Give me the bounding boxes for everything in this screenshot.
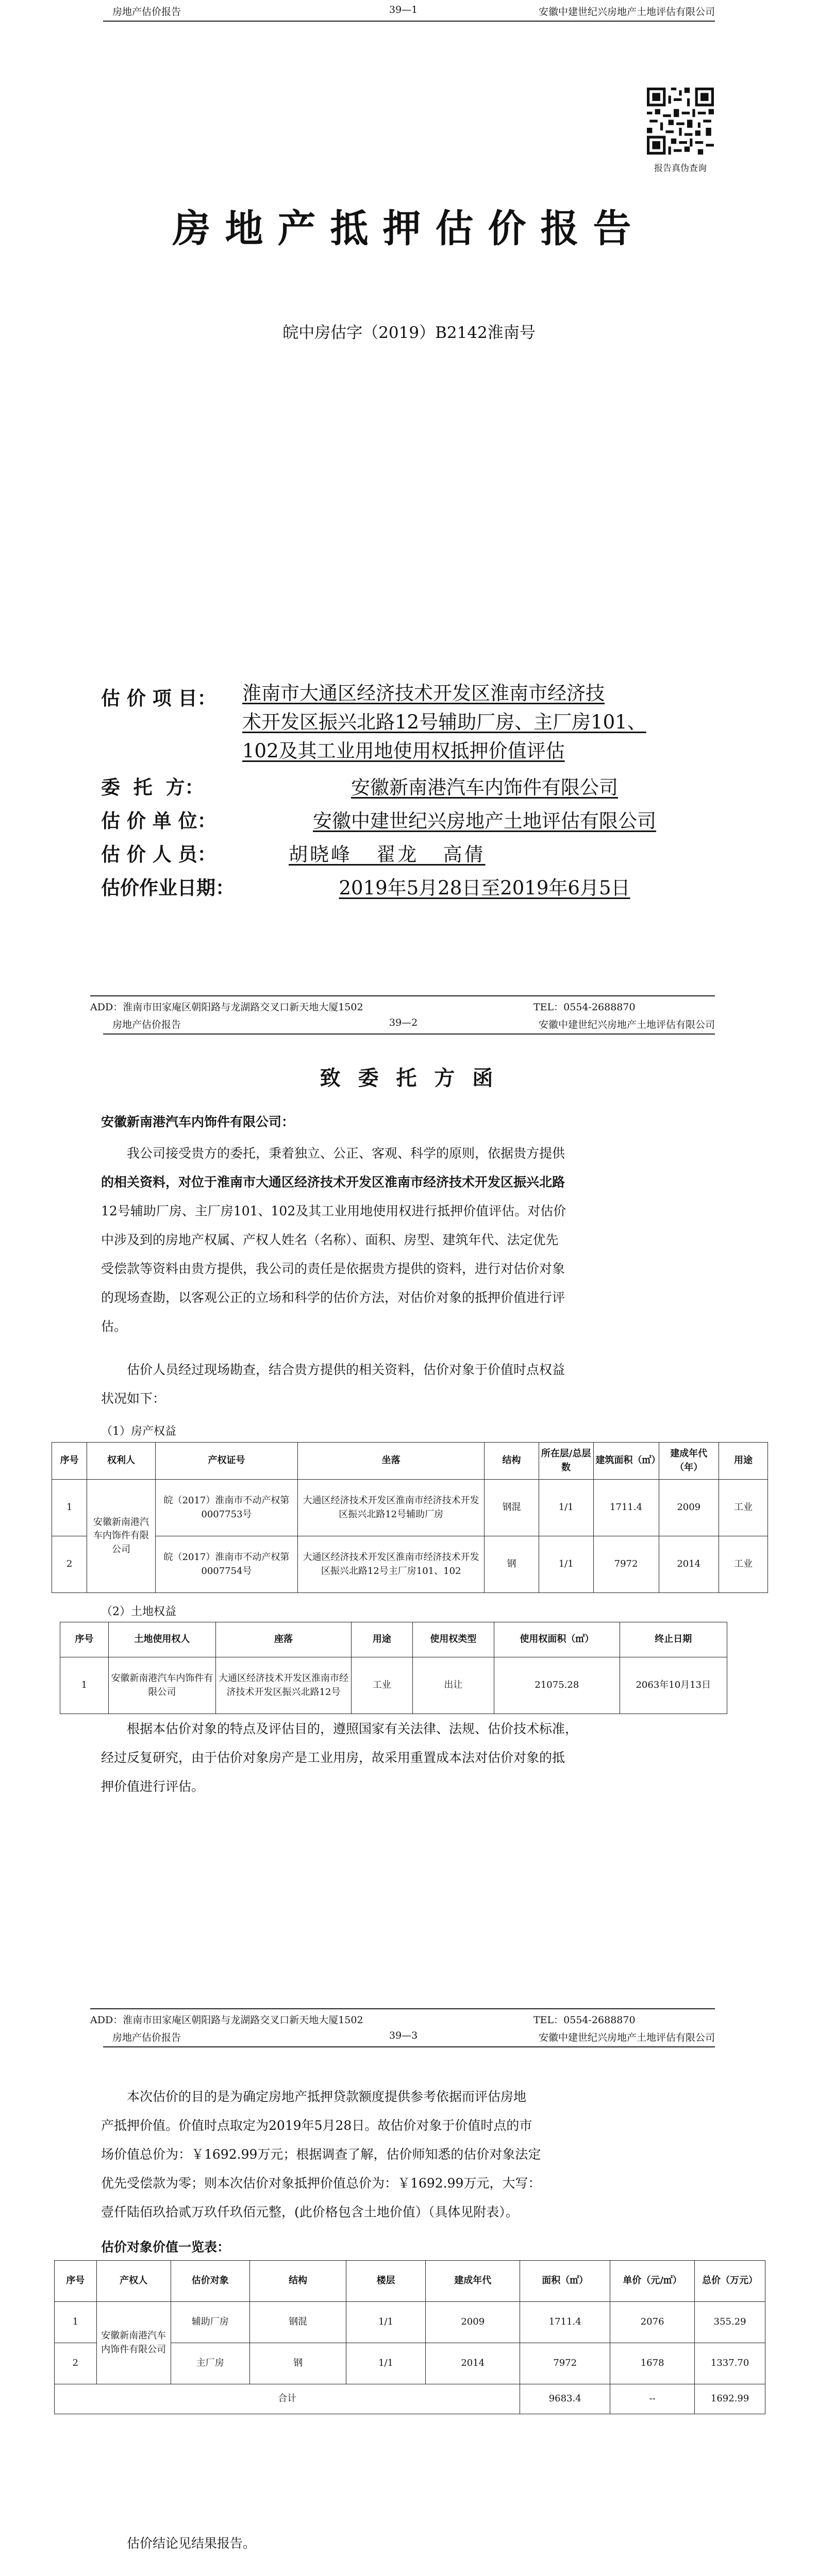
table-row bbox=[52, 1536, 768, 1593]
cell: 1337.70 bbox=[695, 2343, 765, 2384]
staff-value: 胡晓峰 翟龙 高倩 bbox=[289, 843, 486, 866]
cell: 2 bbox=[52, 1536, 87, 1593]
text-line: 优先受偿款为零；则本次估价对象抵押价值总价为：￥1692.99万元，大写： bbox=[101, 2176, 541, 2191]
qr-code-icon[interactable] bbox=[647, 88, 714, 155]
cell: 钢混 bbox=[250, 2302, 346, 2343]
text-line: 估价人员经过现场勘查，结合贵方提供的相关资料，估价对象于价值时点权益 bbox=[127, 1362, 565, 1377]
page-footer bbox=[90, 2008, 715, 2027]
table-sum-row bbox=[55, 2384, 765, 2414]
header-cell: 估价对象 bbox=[171, 2261, 250, 2302]
appraiser-label: 估 价 单 位： bbox=[101, 809, 216, 832]
cell: 2009 bbox=[426, 2302, 520, 2343]
table-header-row bbox=[52, 1443, 768, 1480]
section-house-rights: （1）房产权益 bbox=[101, 1425, 176, 1438]
cell: 1711.4 bbox=[520, 2302, 610, 2343]
land-rights-table bbox=[60, 1622, 727, 1714]
text-line: 估。 bbox=[101, 1319, 127, 1334]
header-cell: 权利人 bbox=[87, 1443, 155, 1480]
footer-address: ADD：淮南市田家庵区朝阳路与龙湖路交叉口新天地大厦1502 bbox=[90, 2014, 363, 2026]
cell: 大通区经济技术开发区淮南市经济技术开发区振兴北路12号主厂房101、102 bbox=[298, 1536, 485, 1593]
header-cell: 楼层 bbox=[346, 2261, 426, 2302]
table-row bbox=[55, 2302, 765, 2343]
cell: 1 bbox=[55, 2302, 97, 2343]
header-cell: 产权证号 bbox=[155, 1443, 298, 1480]
header-cell: 面积（㎡） bbox=[520, 2261, 610, 2302]
house-rights-table bbox=[52, 1442, 768, 1593]
text-line: 经过反复研究，由于估价对象房产是工业用房，故采用重置成本法对估价对象的抵 bbox=[101, 1750, 565, 1765]
cell: 安徽新南港汽车内饰件有限公司 bbox=[108, 1657, 215, 1714]
header-cell: 建筑面积（㎡） bbox=[593, 1443, 659, 1480]
page-footer bbox=[90, 995, 715, 1014]
footer-address: ADD：淮南市田家庵区朝阳路与龙湖路交叉口新天地大厦1502 bbox=[90, 1002, 363, 1013]
cell: 7972 bbox=[520, 2343, 610, 2384]
report-title: 房地产抵押估价报告 bbox=[172, 207, 646, 251]
cell: 2 bbox=[55, 2343, 97, 2384]
header-cell: 终止日期 bbox=[620, 1622, 727, 1657]
header-company: 安徽中建世纪兴房地产土地评估有限公司 bbox=[538, 6, 715, 18]
value-summary-table bbox=[54, 2260, 765, 2414]
cell: 1/1 bbox=[539, 1480, 593, 1536]
cell: 皖（2017）淮南市不动产权第0007753号 bbox=[155, 1480, 298, 1536]
text-line: 状况如下： bbox=[101, 1391, 166, 1406]
table-header-row bbox=[55, 2261, 765, 2302]
cell: 1/1 bbox=[539, 1536, 593, 1593]
header-cell: 序号 bbox=[55, 2261, 97, 2302]
cell: 2009 bbox=[659, 1480, 719, 1536]
header-cell: 座落 bbox=[215, 1622, 351, 1657]
table-row bbox=[60, 1657, 727, 1714]
document-number: 皖中房估字（2019）B2142淮南号 bbox=[282, 324, 536, 342]
period-label: 估价作业日期： bbox=[101, 876, 235, 899]
cell: 工业 bbox=[352, 1657, 413, 1714]
header-page-number: 39—1 bbox=[389, 4, 418, 15]
value-table-title: 估价对象价值一览表： bbox=[101, 2240, 230, 2255]
client-value: 安徽新南港汽车内饰件有限公司 bbox=[351, 776, 618, 799]
page-header bbox=[103, 2026, 715, 2047]
cell: 9683.4 bbox=[520, 2384, 610, 2414]
header-cell: 用途 bbox=[352, 1622, 413, 1657]
cell: 1692.99 bbox=[695, 2384, 765, 2414]
text-line: 场价值总价为：￥1692.99万元；根据调查了解，估价师知悉的估价对象法定 bbox=[101, 2147, 541, 2162]
cell: 钢 bbox=[485, 1536, 539, 1593]
cell: 2076 bbox=[610, 2302, 695, 2343]
cell: 7972 bbox=[593, 1536, 659, 1593]
table-header-row bbox=[60, 1622, 727, 1657]
project-label: 估 价 项 目： bbox=[101, 687, 216, 709]
paragraph-method bbox=[101, 1715, 725, 1801]
footer-tel: TEL：0554-2688870 bbox=[533, 2014, 636, 2026]
text-line: 本次估价的目的是为确定房地产抵押贷款额度提供参考依据而评估房地 bbox=[127, 2089, 527, 2104]
header-cell: 结构 bbox=[250, 2261, 346, 2302]
cell: 工业 bbox=[719, 1536, 767, 1593]
header-company: 安徽中建世纪兴房地产土地评估有限公司 bbox=[538, 2032, 715, 2043]
page-header bbox=[103, 1013, 715, 1035]
text-line: 的现场查勘，以客观公正的立场和科学的估价方法，对估价对象的抵押价值进行评 bbox=[101, 1290, 565, 1305]
text-line: 根据本估价对象的特点及评估目的，遵照国家有关法律、法规、估价技术标准， bbox=[127, 1721, 578, 1736]
text-line: 12号辅助厂房、主厂房101、102及其工业用地使用权进行抵押价值评估。对估价 bbox=[101, 1204, 566, 1218]
cell: 大通区经济技术开发区淮南市经济技术开发区振兴北路12号 bbox=[215, 1657, 351, 1714]
text-line: 的相关资料，对位于淮南市大通区经济技术开发区淮南市经济技术开发区振兴北路 bbox=[101, 1175, 565, 1190]
header-left: 房地产估价报告 bbox=[112, 2032, 181, 2043]
project-value bbox=[242, 679, 727, 766]
cell: 辅助厂房 bbox=[171, 2302, 250, 2343]
header-cell: 用途 bbox=[719, 1443, 767, 1480]
paragraph-valuation bbox=[101, 2082, 725, 2227]
letter-salutation: 安徽新南港汽车内饰件有限公司： bbox=[101, 1114, 295, 1129]
header-cell: 单价（元/㎡） bbox=[610, 2261, 695, 2302]
text-line: 受偿款等资料由贵方提供，我公司的责任是依据贵方提供的资料，进行对估价对象 bbox=[101, 1261, 565, 1276]
cell: 大通区经济技术开发区淮南市经济技术开发区振兴北路12号辅助厂房 bbox=[298, 1480, 485, 1536]
cell: 355.29 bbox=[695, 2302, 765, 2343]
footer-tel: TEL：0554-2688870 bbox=[533, 1002, 636, 1013]
project-line-2: 术开发区振兴北路12号辅助厂房、主厂房101、 bbox=[242, 711, 646, 733]
header-cell: 序号 bbox=[60, 1622, 109, 1657]
cell: 1711.4 bbox=[593, 1480, 659, 1536]
appraiser-value: 安徽中建世纪兴房地产土地评估有限公司 bbox=[313, 810, 656, 832]
letter-page-2 bbox=[0, 2026, 818, 2576]
period-value: 2019年5月28日至2019年6月5日 bbox=[339, 877, 630, 899]
letter-title: 致 委 托 方 函 bbox=[320, 1066, 498, 1090]
header-cell: 使用权面积（㎡） bbox=[494, 1622, 620, 1657]
paragraph-commission bbox=[101, 1139, 725, 1341]
cell: 21075.28 bbox=[494, 1657, 620, 1714]
conclusion-text: 估价结论见结果报告。 bbox=[127, 2536, 256, 2551]
cell: 1678 bbox=[610, 2343, 695, 2384]
cell: 1 bbox=[52, 1480, 87, 1536]
text-line: 壹仟陆佰玖拾贰万玖仟玖佰元整，(此价格包含土地价值）（具体见附表）。 bbox=[101, 2205, 519, 2219]
cell: 1/1 bbox=[346, 2302, 426, 2343]
cell: 1 bbox=[60, 1657, 109, 1714]
header-left: 房地产估价报告 bbox=[112, 1019, 181, 1030]
cell: 工业 bbox=[719, 1480, 767, 1536]
cell: 钢 bbox=[250, 2343, 346, 2384]
cell: 2014 bbox=[426, 2343, 520, 2384]
sum-label-cell: 合计 bbox=[55, 2384, 520, 2414]
header-company: 安徽中建世纪兴房地产土地评估有限公司 bbox=[538, 1019, 715, 1030]
header-cell: 总价（万元） bbox=[695, 2261, 765, 2302]
header-cell: 建成年代 bbox=[426, 2261, 520, 2302]
header-left: 房地产估价报告 bbox=[112, 6, 181, 18]
letter-page-1 bbox=[0, 1013, 818, 2026]
owner-cell: 安徽新南港汽车内饰件有限公司 bbox=[96, 2302, 171, 2384]
header-cell: 所在层/总层数 bbox=[539, 1443, 593, 1480]
cell: 主厂房 bbox=[171, 2343, 250, 2384]
cell: 皖（2017）淮南市不动产权第0007754号 bbox=[155, 1536, 298, 1593]
header-page-number: 39—3 bbox=[389, 2030, 418, 2041]
page-header bbox=[103, 0, 715, 22]
cell: 出让 bbox=[412, 1657, 494, 1714]
header-cell: 序号 bbox=[52, 1443, 87, 1480]
header-cell: 结构 bbox=[485, 1443, 539, 1480]
text-line: 我公司接受贵方的委托，秉着独立、公正、客观、科学的原则，依据贵方提供 bbox=[127, 1146, 565, 1161]
text-line: 产抵押价值。价值时点取定为2019年5月28日。故估价对象于价值时点的市 bbox=[101, 2118, 532, 2133]
text-line: 押价值进行评估。 bbox=[101, 1779, 205, 1794]
text-line: 中涉及到的房地产权属、产权人姓名（名称）、面积、房型、建筑年代、法定优先 bbox=[101, 1232, 559, 1247]
paragraph-status bbox=[101, 1355, 725, 1413]
staff-label: 估 价 人 员： bbox=[101, 843, 216, 866]
cell: 1/1 bbox=[346, 2343, 426, 2384]
qr-caption: 报告真伪查询 bbox=[654, 163, 707, 174]
cell: -- bbox=[610, 2384, 695, 2414]
header-cell: 使用权类型 bbox=[412, 1622, 494, 1657]
client-label: 委 托 方： bbox=[101, 776, 204, 799]
table-row bbox=[52, 1480, 768, 1536]
header-cell: 产权人 bbox=[96, 2261, 171, 2302]
cell: 钢混 bbox=[485, 1480, 539, 1536]
cell: 2063年10月13日 bbox=[620, 1657, 727, 1714]
cell: 2014 bbox=[659, 1536, 719, 1593]
section-land-rights: （2）土地权益 bbox=[101, 1605, 176, 1618]
header-cell: 建成年代（年） bbox=[659, 1443, 719, 1480]
owner-cell: 安徽新南港汽车内饰件有限公司 bbox=[87, 1480, 155, 1593]
header-cell: 坐落 bbox=[298, 1443, 485, 1480]
header-cell: 土地使用权人 bbox=[108, 1622, 215, 1657]
header-page-number: 39—2 bbox=[389, 1017, 418, 1028]
project-line-3: 102及其工业用地使用权抵押价值评估 bbox=[242, 740, 565, 762]
cover-page bbox=[0, 0, 818, 1013]
project-line-1: 淮南市大通区经济技术开发区淮南市经济技 bbox=[242, 682, 605, 704]
